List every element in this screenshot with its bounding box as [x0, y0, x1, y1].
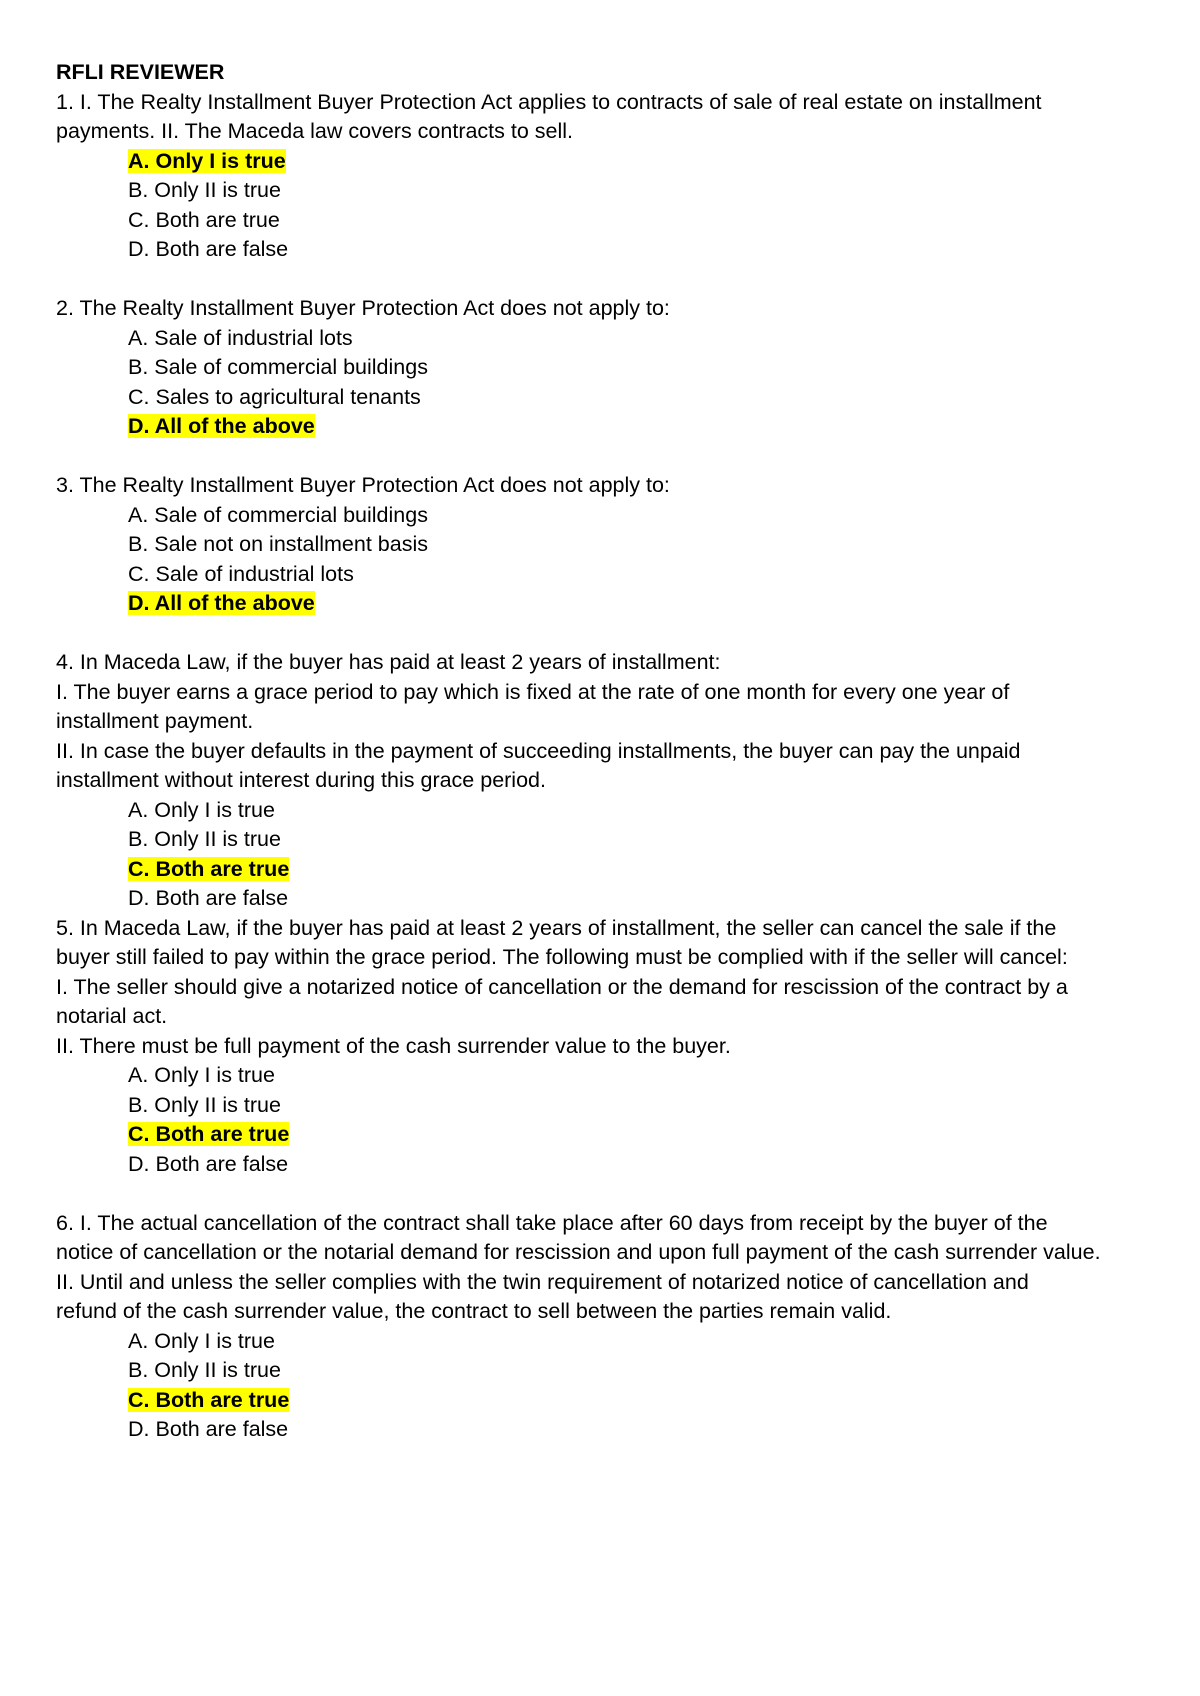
- option-c: [128, 1386, 1146, 1416]
- question-text-line: installment without interest during this grace period.: [56, 768, 546, 792]
- option-d: [128, 1150, 1146, 1180]
- option-label: B. Sale not on installment basis: [128, 532, 428, 556]
- option-d: [128, 884, 1146, 914]
- blank-line: [56, 619, 1146, 649]
- option-b: [128, 176, 1146, 206]
- option-label: B. Only II is true: [128, 1358, 281, 1382]
- option-b: [128, 530, 1146, 560]
- question-4: [56, 648, 1146, 914]
- option-d: [128, 235, 1146, 265]
- question-text-line: payments. II. The Maceda law covers contracts to sell.: [56, 119, 574, 143]
- option-a: [128, 1327, 1146, 1357]
- question-6: [56, 1209, 1146, 1445]
- answer-highlight: C. Both are true: [128, 856, 290, 881]
- option-a: [128, 501, 1146, 531]
- option-b: [128, 825, 1146, 855]
- answer-highlight: D. All of the above: [128, 591, 315, 615]
- question-5: [56, 914, 1146, 1180]
- question-text-line: 2. The Realty Installment Buyer Protection Act does not apply to:: [56, 296, 670, 320]
- question-3: [56, 471, 1146, 619]
- option-c: [128, 206, 1146, 236]
- option-a: [128, 324, 1146, 354]
- question-text-line: 1. I. The Realty Installment Buyer Protection Act applies to contracts of sale of real estate on installment: [56, 89, 1042, 114]
- page-title: RFLI REVIEWER: [56, 60, 225, 84]
- option-label: B. Only II is true: [128, 178, 281, 202]
- blank-line: [56, 1179, 1146, 1209]
- option-label: D. Both are false: [128, 1417, 289, 1441]
- option-label: A. Sale of industrial lots: [128, 325, 353, 350]
- blank-line: [56, 442, 1146, 472]
- option-d: [128, 589, 1146, 619]
- options-list: [56, 147, 1146, 265]
- option-b: [128, 1356, 1146, 1386]
- option-label: C. Sales to agricultural tenants: [128, 384, 421, 409]
- option-c: [128, 383, 1146, 413]
- option-label: A. Only I is true: [128, 1328, 275, 1353]
- question-text-line: I. The buyer earns a grace period to pay which is fixed at the rate of one month for every one year of: [56, 679, 1010, 704]
- option-d: [128, 412, 1146, 442]
- option-c: [128, 560, 1146, 590]
- question-text-line: refund of the cash surrender value, the contract to sell between the parties remain valid.: [56, 1299, 892, 1323]
- question-1: [56, 88, 1146, 265]
- option-a: [128, 147, 1146, 177]
- option-d: [128, 1415, 1146, 1445]
- question-text-line: 6. I. The actual cancellation of the contract shall take place after 60 days from receipt by the buyer of the: [56, 1210, 1048, 1235]
- question-text-line: I. The seller should give a notarized notice of cancellation or the demand for rescission of the contract by a: [56, 974, 1068, 999]
- option-label: B. Sale of commercial buildings: [128, 355, 428, 379]
- question-text-line: notarial act.: [56, 1004, 168, 1028]
- option-label: A. Sale of commercial buildings: [128, 502, 428, 527]
- options-list: [56, 1061, 1146, 1179]
- option-c: [128, 855, 1146, 885]
- option-label: C. Both are true: [128, 207, 280, 232]
- option-label: A. Only I is true: [128, 797, 275, 822]
- option-label: D. Both are false: [128, 1151, 289, 1176]
- answer-highlight: A. Only I is true: [128, 148, 286, 173]
- question-text-line: II. In case the buyer defaults in the payment of succeeding installments, the buyer can pay the unpaid: [56, 738, 1021, 763]
- question-text-line: notice of cancellation or the notarial demand for rescission and upon full payment of the cash surrender value.: [56, 1240, 1101, 1264]
- option-label: C. Sale of industrial lots: [128, 561, 354, 586]
- question-text-line: 3. The Realty Installment Buyer Protection Act does not apply to:: [56, 473, 670, 497]
- reviewer-page: [56, 58, 1146, 1445]
- answer-highlight: D. All of the above: [128, 414, 315, 438]
- question-text-line: buyer still failed to pay within the grace period. The following must be complied with if the seller will cancel:: [56, 945, 1068, 969]
- option-c: [128, 1120, 1146, 1150]
- question-text-line: 4. In Maceda Law, if the buyer has paid at least 2 years of installment:: [56, 650, 721, 674]
- question-text-line: II. Until and unless the seller complies with the twin requirement of notarized notice of cancellation and: [56, 1269, 1029, 1294]
- options-list: [56, 501, 1146, 619]
- option-label: B. Only II is true: [128, 827, 281, 851]
- blank-line: [56, 265, 1146, 295]
- option-label: B. Only II is true: [128, 1092, 281, 1117]
- option-label: D. Both are false: [128, 237, 289, 261]
- answer-highlight: C. Both are true: [128, 1387, 290, 1412]
- question-text-line: 5. In Maceda Law, if the buyer has paid at least 2 years of installment, the seller can cancel the sale if the: [56, 915, 1057, 940]
- question-2: [56, 294, 1146, 442]
- answer-highlight: C. Both are true: [128, 1122, 290, 1146]
- options-list: [56, 324, 1146, 442]
- option-b: [128, 1091, 1146, 1121]
- option-label: D. Both are false: [128, 886, 289, 910]
- options-list: [56, 1327, 1146, 1445]
- option-a: [128, 796, 1146, 826]
- options-list: [56, 796, 1146, 914]
- question-text-line: II. There must be full payment of the cash surrender value to the buyer.: [56, 1033, 731, 1058]
- option-a: [128, 1061, 1146, 1091]
- option-b: [128, 353, 1146, 383]
- option-label: A. Only I is true: [128, 1063, 275, 1087]
- question-text-line: installment payment.: [56, 709, 254, 733]
